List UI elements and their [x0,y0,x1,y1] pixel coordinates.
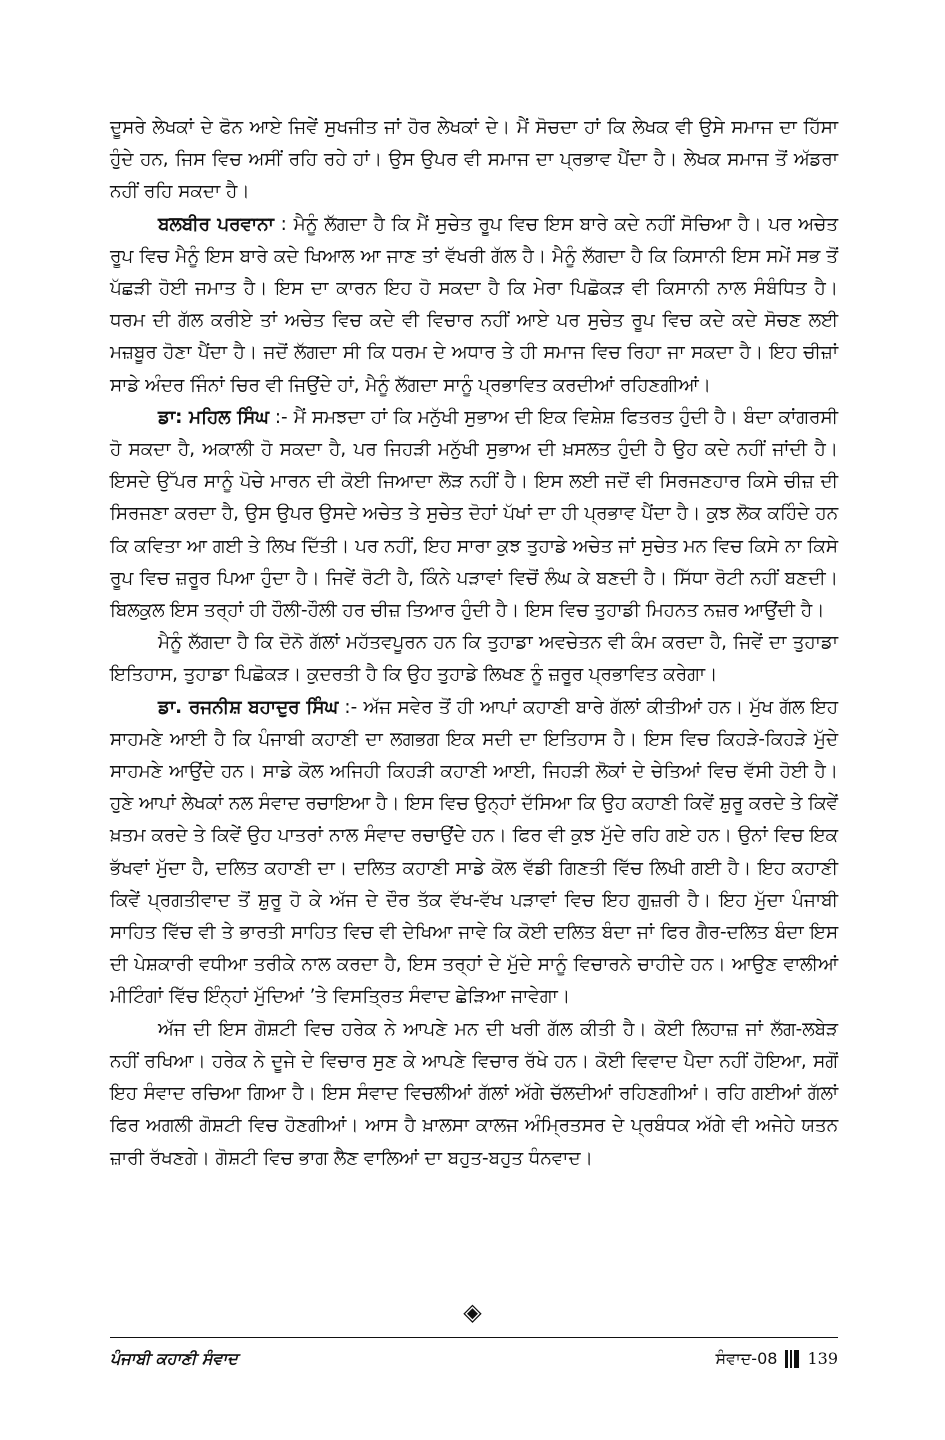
page-number: 139 [807,1349,838,1368]
speaker-name: ਡਾ. ਰਜਨੀਸ਼ ਬਹਾਦੁਰ ਸਿੰਘ [158,696,339,718]
paragraph-2 [110,209,838,402]
paragraph-3 [110,402,838,627]
running-title: ਪੰਜਾਬੀ ਕਹਾਣੀ ਸੰਵਾਦ [110,1349,238,1368]
speaker-name: ਡਾ: ਮਹਿਲ ਸਿੰਘ [158,406,269,428]
paragraph-text: : ਮੈਨੂੰ ਲੱਗਦਾ ਹੈ ਕਿ ਮੈਂ ਸੁਚੇਤ ਰੂਪ ਵਿਚ ਇਸ ਬਾਰੇ ਕਦੇ ਨਹੀਂ ਸੋਚਿਆ ਹੈ। ਪਰ ਅਚੇਤ ਰੂਪ ਵਿਚ ਮੈਨੂੰ ਇਸ ਬਾਰੇ ਕਦੇ ਖਿਆਲ ਆ ਜਾਣ ਤਾਂ ਵੱਖਰੀ ਗੱਲ ਹੈ। ਮੈਨੂੰ ਲੱਗਦਾ ਹੈ ਕਿ ਕਿਸਾਨੀ ਇਸ ਸਮੇਂ ਸਭ ਤੋਂ ਪੱਛੜੀ ਹੋਈ ਜਮਾਤ ਹੈ। ਇਸ ਦਾ ਕਾਰਨ ਇਹ ਹੋ ਸਕਦਾ ਹੈ ਕਿ ਮੇਰਾ ਪਿਛੋਕੜ ਵੀ ਕਿਸਾਨੀ ਨਾਲ ਸੰਬੰਧਿਤ ਹੈ। ਧਰਮ ਦੀ ਗੱਲ ਕਰੀਏ ਤਾਂ ਅਚੇਤ ਵਿਚ ਕਦੇ ਵੀ ਵਿਚਾਰ ਨਹੀਂ ਆਏ ਪਰ ਸੁਚੇਤ ਰੂਪ ਵਿਚ ਕਦੇ ਕਦੇ ਸੋਚਣ ਲਈ ਮਜ਼ਬੂਰ ਹੋਣਾ ਪੈਂਦਾ ਹੈ। ਜਦੋਂ ਲੱਗਦਾ ਸੀ ਕਿ ਧਰਮ ਦੇ ਅਧਾਰ ਤੇ ਹੀ ਸਮਾਜ ਵਿਚ ਰਿਹਾ ਜਾ ਸਕਦਾ ਹੈ। ਇਹ ਚੀਜ਼ਾਂ ਸਾਡੇ ਅੰਦਰ ਜਿੰਨਾਂ ਚਿਰ ਵੀ ਜਿਉਂਦੇ ਹਾਂ, ਮੈਨੂੰ ਲੱਗਦਾ ਸਾਨੂੰ ਪ੍ਰਭਾਵਿਤ ਕਰਦੀਆਂ ਰਹਿਣਗੀਆਂ। [110,213,838,396]
paragraph-4: ਮੈਨੂੰ ਲੱਗਦਾ ਹੈ ਕਿ ਦੋਨੋ ਗੱਲਾਂ ਮਹੱਤਵਪੂਰਨ ਹਨ ਕਿ ਤੁਹਾਡਾ ਅਵਚੇਤਨ ਵੀ ਕੰਮ ਕਰਦਾ ਹੈ, ਜਿਵੇਂ ਦਾ ਤੁਹਾਡਾ ਇਤਿਹਾਸ, ਤੁਹਾਡਾ ਪਿਛੋਕੜ। ਕੁਦਰਤੀ ਹੈ ਕਿ ਉਹ ਤੁਹਾਡੇ ਲਿਖਣ ਨੂੰ ਜ਼ਰੂਰ ਪ੍ਰਭਾਵਿਤ ਕਰੇਗਾ। [110,632,838,686]
paragraph-6: ਅੱਜ ਦੀ ਇਸ ਗੋਸ਼ਟੀ ਵਿਚ ਹਰੇਕ ਨੇ ਆਪਣੇ ਮਨ ਦੀ ਖਰੀ ਗੱਲ ਕੀਤੀ ਹੈ। ਕੋਈ ਲਿਹਾਜ਼ ਜਾਂ ਲੱਗ-ਲਬੇੜ ਨਹੀਂ ਰਖਿਆ। ਹਰੇਕ ਨੇ ਦੂਜੇ ਦੇ ਵਿਚਾਰ ਸੁਣ ਕੇ ਆਪਣੇ ਵਿਚਾਰ ਰੱਖੇ ਹਨ। ਕੋਈ ਵਿਵਾਦ ਪੈਦਾ ਨਹੀਂ ਹੋਇਆ, ਸਗੋਂ ਇਹ ਸੰਵਾਦ ਰਚਿਆ ਗਿਆ ਹੈ। ਇਸ ਸੰਵਾਦ ਵਿਚਲੀਆਂ ਗੱਲਾਂ ਅੱਗੇ ਚੱਲਦੀਆਂ ਰਹਿਣਗੀਆਂ। ਰਹਿ ਗਈਆਂ ਗੱਲਾਂ ਫਿਰ ਅਗਲੀ ਗੋਸ਼ਟੀ ਵਿਚ ਹੋਣਗੀਆਂ। ਆਸ ਹੈ ਖ਼ਾਲਸਾ ਕਾਲਜ ਅੰਮ੍ਰਿਤਸਰ ਦੇ ਪ੍ਰਬੰਧਕ ਅੱਗੇ ਵੀ ਅਜੇਹੇ ਯਤਨ ਜ਼ਾਰੀ ਰੱਖਣਗੇ। ਗੋਸ਼ਟੀ ਵਿਚ ਭਾਗ ਲੈਣ ਵਾਲਿਆਂ ਦਾ ਬਹੁਤ-ਬਹੁਤ ਧੰਨਵਾਦ। [110,1018,838,1169]
paragraph-5 [110,692,838,1014]
footer-divider [110,1337,838,1338]
section-end-ornament: ◈ [463,1298,482,1326]
footer-right-group [715,1345,838,1373]
speaker-name: ਬਲਬੀਰ ਪਰਵਾਨਾ [158,213,274,235]
paragraph-text: :- ਮੈਂ ਸਮਝਦਾ ਹਾਂ ਕਿ ਮਨੁੱਖੀ ਸੁਭਾਅ ਦੀ ਇਕ ਵਿਸ਼ੇਸ਼ ਫਿਤਰਤ ਹੁੰਦੀ ਹੈ। ਬੰਦਾ ਕਾਂਗਰਸੀ ਹੋ ਸਕਦਾ ਹੈ, ਅਕਾਲੀ ਹੋ ਸਕਦਾ ਹੈ, ਪਰ ਜਿਹੜੀ ਮਨੁੱਖੀ ਸੁਭਾਅ ਦੀ ਖ਼ਸਲਤ ਹੁੰਦੀ ਹੈ ਉਹ ਕਦੇ ਨਹੀਂ ਜਾਂਦੀ ਹੈ। ਇਸਦੇ ਉੱਪਰ ਸਾਨੂੰ ਪੋਚੇ ਮਾਰਨ ਦੀ ਕੋਈ ਜਿਆਦਾ ਲੋੜ ਨਹੀਂ ਹੈ। ਇਸ ਲਈ ਜਦੋਂ ਵੀ ਸਿਰਜਣਹਾਰ ਕਿਸੇ ਚੀਜ਼ ਦੀ ਸਿਰਜਣਾ ਕਰਦਾ ਹੈ, ਉਸ ਉਪਰ ਉਸਦੇ ਅਚੇਤ ਤੇ ਸੁਚੇਤ ਦੋਹਾਂ ਪੱਖਾਂ ਦਾ ਹੀ ਪ੍ਰਭਾਵ ਪੈਂਦਾ ਹੈ। ਕੁਝ ਲੋਕ ਕਹਿੰਦੇ ਹਨ ਕਿ ਕਵਿਤਾ ਆ ਗਈ ਤੇ ਲਿਖ ਦਿੱਤੀ। ਪਰ ਨਹੀਂ, ਇਹ ਸਾਰਾ ਕੁਝ ਤੁਹਾਡੇ ਅਚੇਤ ਜਾਂ ਸੁਚੇਤ ਮਨ ਵਿਚ ਕਿਸੇ ਨਾ ਕਿਸੇ ਰੂਪ ਵਿਚ ਜ਼ਰੂਰ ਪਿਆ ਹੁੰਦਾ ਹੈ। ਜਿਵੇਂ ਰੋਟੀ ਹੈ, ਕਿੰਨੇ ਪੜਾਵਾਂ ਵਿਚੋਂ ਲੰਘ ਕੇ ਬਣਦੀ ਹੈ। ਸਿੱਧਾ ਰੋਟੀ ਨਹੀਂ ਬਣਦੀ। ਬਿਲਕੁਲ ਇਸ ਤਰ੍ਹਾਂ ਹੀ ਹੌਲੀ-ਹੌਲੀ ਹਰ ਚੀਜ਼ ਤਿਆਰ ਹੁੰਦੀ ਹੈ। ਇਸ ਵਿਚ ਤੁਹਾਡੀ ਮਿਹਨਤ ਨਜ਼ਰ ਆਉਂਦੀ ਹੈ। [110,406,838,622]
page-body [110,112,838,1175]
page-footer [110,1345,838,1375]
barcode-icon [785,1350,801,1368]
paragraph-1: ਦੂਸਰੇ ਲੇਖਕਾਂ ਦੇ ਫੋਨ ਆਏ ਜਿਵੇਂ ਸੁਖਜੀਤ ਜਾਂ ਹੋਰ ਲੇਖਕਾਂ ਦੇ। ਮੈਂ ਸੋਚਦਾ ਹਾਂ ਕਿ ਲੇਖਕ ਵੀ ਉਸੇ ਸਮਾਜ ਦਾ ਹਿੱਸਾ ਹੁੰਦੇ ਹਨ, ਜਿਸ ਵਿਚ ਅਸੀਂ ਰਹਿ ਰਹੇ ਹਾਂ। ਉਸ ਉਪਰ ਵੀ ਸਮਾਜ ਦਾ ਪ੍ਰਭਾਵ ਪੈਂਦਾ ਹੈ। ਲੇਖਕ ਸਮਾਜ ਤੋਂ ਅੱਡਰਾ ਨਹੀਂ ਰਹਿ ਸਕਦਾ ਹੈ। [110,117,838,203]
paragraph-text: :- ਅੱਜ ਸਵੇਰ ਤੋਂ ਹੀ ਆਪਾਂ ਕਹਾਣੀ ਬਾਰੇ ਗੱਲਾਂ ਕੀਤੀਆਂ ਹਨ। ਮੁੱਖ ਗੱਲ ਇਹ ਸਾਹਮਣੇ ਆਈ ਹੈ ਕਿ ਪੰਜਾਬੀ ਕਹਾਣੀ ਦਾ ਲਗਭਗ ਇਕ ਸਦੀ ਦਾ ਇਤਿਹਾਸ ਹੈ। ਇਸ ਵਿਚ ਕਿਹੜੇ-ਕਿਹੜੇ ਮੁੱਦੇ ਸਾਹਮਣੇ ਆਉਂਦੇ ਹਨ। ਸਾਡੇ ਕੋਲ ਅਜਿਹੀ ਕਿਹੜੀ ਕਹਾਣੀ ਆਈ, ਜਿਹੜੀ ਲੋਕਾਂ ਦੇ ਚੇਤਿਆਂ ਵਿਚ ਵੱਸੀ ਹੋਈ ਹੈ। ਹੁਣੇ ਆਪਾਂ ਲੇਖਕਾਂ ਨਲ ਸੰਵਾਦ ਰਚਾਇਆ ਹੈ। ਇਸ ਵਿਚ ਉਨ੍ਹਾਂ ਦੱਸਿਆ ਕਿ ਉਹ ਕਹਾਣੀ ਕਿਵੇਂ ਸ਼ੁਰੂ ਕਰਦੇ ਤੇ ਕਿਵੇਂ ਖ਼ਤਮ ਕਰਦੇ ਤੇ ਕਿਵੇਂ ਉਹ ਪਾਤਰਾਂ ਨਾਲ ਸੰਵਾਦ ਰਚਾਉਂਦੇ ਹਨ। ਫਿਰ ਵੀ ਕੁਝ ਮੁੱਦੇ ਰਹਿ ਗਏ ਹਨ। ਉਨਾਂ ਵਿਚ ਇਕ ਭੱਖਵਾਂ ਮੁੱਦਾ ਹੈ, ਦਲਿਤ ਕਹਾਣੀ ਦਾ। ਦਲਿਤ ਕਹਾਣੀ ਸਾਡੇ ਕੋਲ ਵੱਡੀ ਗਿਣਤੀ ਵਿੱਚ ਲਿਖੀ ਗਈ ਹੈ। ਇਹ ਕਹਾਣੀ ਕਿਵੇਂ ਪ੍ਰਗਤੀਵਾਦ ਤੋਂ ਸ਼ੁਰੂ ਹੋ ਕੇ ਅੱਜ ਦੇ ਦੌਰ ਤੱਕ ਵੱਖ-ਵੱਖ ਪੜਾਵਾਂ ਵਿਚ ਇਹ ਗੁਜ਼ਰੀ ਹੈ। ਇਹ ਮੁੱਦਾ ਪੰਜਾਬੀ ਸਾਹਿਤ ਵਿੱਚ ਵੀ ਤੇ ਭਾਰਤੀ ਸਾਹਿਤ ਵਿਚ ਵੀ ਦੇਖਿਆ ਜਾਵੇ ਕਿ ਕੋਈ ਦਲਿਤ ਬੰਦਾ ਜਾਂ ਫਿਰ ਗੈਰ-ਦਲਿਤ ਬੰਦਾ ਇਸ ਦੀ ਪੇਸ਼ਕਾਰੀ ਵਧੀਆ ਤਰੀਕੇ ਨਾਲ ਕਰਦਾ ਹੈ, ਇਸ ਤਰ੍ਹਾਂ ਦੇ ਮੁੱਦੇ ਸਾਨੂੰ ਵਿਚਾਰਨੇ ਚਾਹੀਦੇ ਹਨ। ਆਉਣ ਵਾਲੀਆਂ ਮੀਟਿੰਗਾਂ ਵਿੱਚ ਇੰਨ੍ਹਾਂ ਮੁੱਦਿਆਂ ’ਤੇ ਵਿਸਤ੍ਰਿਤ ਸੰਵਾਦ ਛੇੜਿਆ ਜਾਵੇਗਾ। [110,696,838,1008]
issue-label: ਸੰਵਾਦ-08 [715,1349,778,1368]
